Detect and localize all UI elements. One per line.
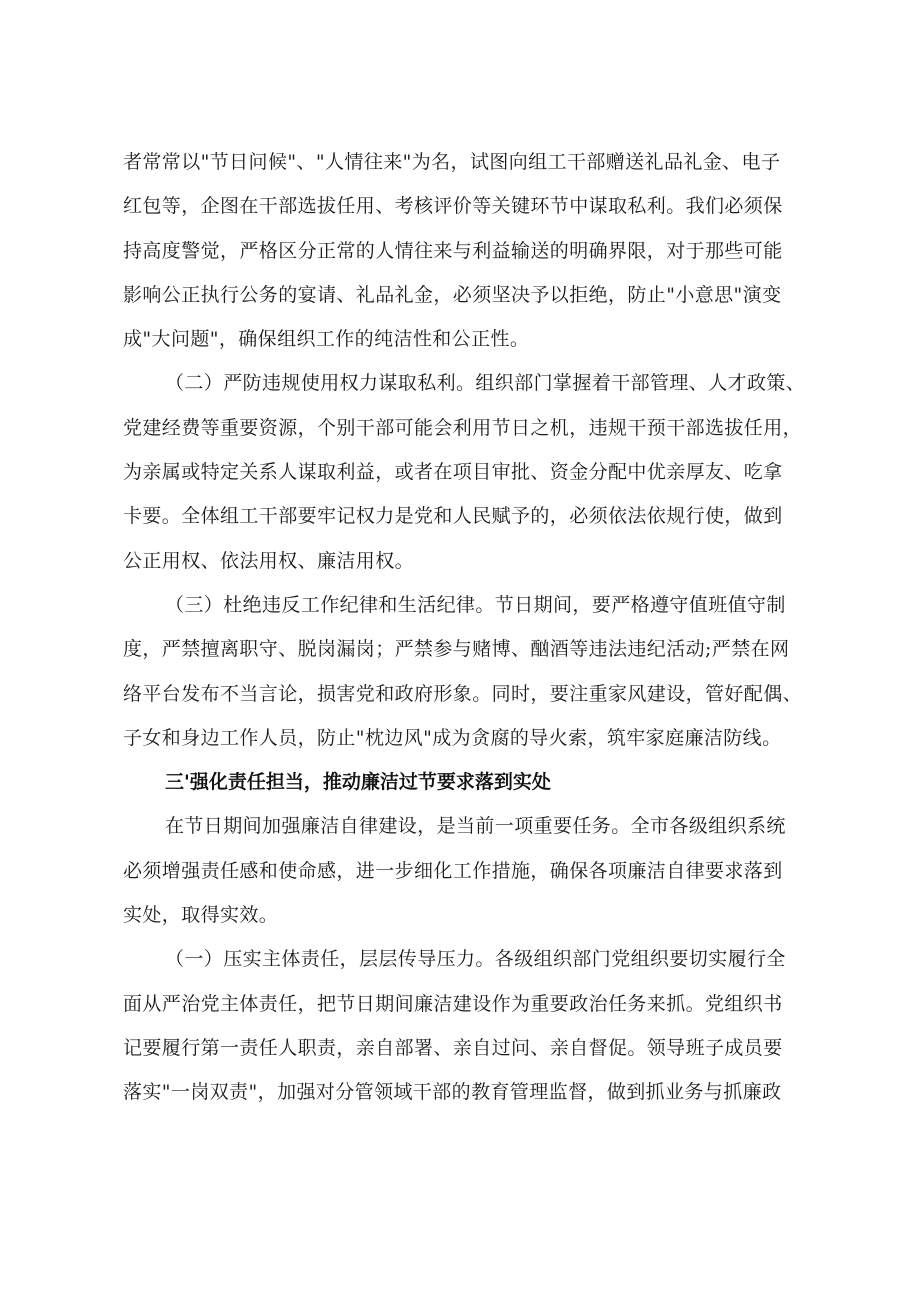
paragraph-start-line: （三）杜绝违反工作纪律和生活纪律。节日期间，要严格遵守值班值守制 [165,593,786,616]
section-heading: 三'强化责任担当，推动廉洁过节要求落到实处 [165,771,551,794]
text-line: 卡要。全体组工干部要牢记权力是党和人民赋予的，必须依法依规行使，做到 [123,505,783,528]
text-line: 党建经费等重要资源，个别干部可能会利用节日之机，违规干预干部选拔任用， [123,416,803,439]
text-line: 实处，取得实效。 [123,904,279,927]
paragraph-start-line: 在节日期间加强廉洁自律建设，是当前一项重要任务。全市各级组织系统 [165,815,786,838]
text-line: 成"大问题"，确保组织工作的纯洁性和公正性。 [123,328,530,351]
text-line: 影响公正执行公务的宴请、礼品礼金，必须坚决予以拒绝，防止"小意思"演变 [123,283,782,306]
text-line: 红包等，企图在干部选拔任用、考核评价等关键环节中谋取私利。我们必须保 [123,195,783,218]
text-line: 必须增强责任感和使命感，进一步细化工作措施，确保各项廉洁自律要求落到 [123,859,783,882]
text-line: 面从严治党主体责任，把节日期间廉洁建设作为重要政治任务来抓。党组织书 [123,992,783,1015]
text-line: 公正用权、依法用权、廉洁用权。 [123,549,415,572]
text-line: 络平台发布不当言论，损害党和政府形象。同时，要注重家风建设，管好配偶、 [123,682,803,705]
text-line: 度，严禁擅离职守、脱岗漏岗；严禁参与赌博、酗酒等违法违纪活动;严禁在网 [123,638,790,661]
text-line: 记要履行第一责任人职责，亲自部署、亲自过问、亲自督促。领导班子成员要 [123,1036,783,1059]
paragraph-start-line: （一）压实主体责任，层层传导压力。各级组织部门党组织要切实履行全 [165,948,786,971]
text-line: 子女和身边工作人员，防止"枕边风"成为贪腐的导火索，筑牢家庭廉洁防线。 [123,726,782,749]
text-line: 落实"一岗双责"，加强对分管领域干部的教育管理监督，做到抓业务与抓廉政 [123,1081,782,1104]
text-line: 者常常以"节日问候"、"人情往来"为名，试图向组工干部赠送礼品礼金、电子 [123,151,781,173]
text-line: 为亲属或特定关系人谋取利益，或者在项目审批、资金分配中优亲厚友、吃拿 [123,461,783,484]
document-body [123,140,806,1115]
paragraph-start-line: （二）严防违规使用权力谋取私利。组织部门掌握着干部管理、人才政策、 [165,372,806,395]
text-line: 持高度警觉，严格区分正常的人情往来与利益输送的明确界限，对于那些可能 [123,239,783,262]
